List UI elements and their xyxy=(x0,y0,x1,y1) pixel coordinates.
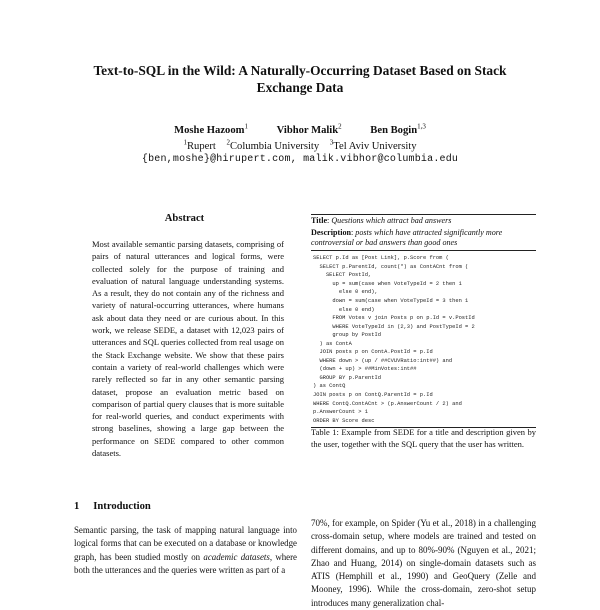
sql-line: ) as ContA xyxy=(313,340,352,347)
sql-line: SELECT p.Id as [Post Link], p.Score from ( xyxy=(313,255,449,262)
abstract-text: Most available semantic parsing datasets, comprising of pairs of natural utterances and logical forms, were collected solely for the purpose of training and evaluation of natural language understanding systems. As a result, they do not contain any of the richness and variety of natural-occurring utterances, where humans ask about data they need or are curious about. In this work, we release SEDE, a dataset with 12,023 pairs of utterances and SQL queries collected from real usage on the Stack Exchange website. We show that these pairs contain a variety of real-world challenges which were rarely reflected so far in any other semantic parsing dataset, propose an evaluation metric based on comparison of partial query clauses that is more suitable for real-world queries, and conduct experiments with strong baselines, showing a large gap between the performance on SEDE compared to other common datasets. xyxy=(92,239,284,459)
section-number: 1 xyxy=(74,501,80,512)
table-1 xyxy=(311,214,536,428)
sql-line: WHERE VoteTypeId in (2,3) and PostTypeId = 2 xyxy=(313,323,475,330)
author: Moshe Hazoom$^1$ xyxy=(174,122,248,136)
sql-line: JOIN posts p on ContA.PostId = p.Id xyxy=(313,349,433,356)
affiliations xyxy=(40,137,560,154)
sql-line: WHERE down > (up / ##CVUVRatio:int##) and xyxy=(313,357,453,364)
affiliation: $^2$Columbia University xyxy=(226,138,320,153)
sql-line: ) as ContQ xyxy=(313,383,346,390)
abstract-column xyxy=(62,212,297,459)
sql-line: JOIN posts p on ContQ.ParentId = p.Id xyxy=(313,392,433,399)
sql-line: down = sum(case when VoteTypeId = 3 then 1 xyxy=(313,298,469,305)
paper-title-line-1: Text-to-SQL in the Wild: A Naturally-Occurring Dataset Based on Stack xyxy=(93,63,507,78)
affiliation: $^1$Rupert xyxy=(183,138,216,153)
sql-line: SELECT p.ParentId, count(*) as ContACnt from ( xyxy=(313,263,469,270)
table-caption: Table 1: Example from SEDE for a title and description given by the user, together with the SQL query that the user has written. xyxy=(311,427,536,450)
introduction-text: Semantic parsing, the task of mapping natural language into logical forms that can be executed on a database or knowledge graph, has been studied mostly on academic datasets, where both the utterances and the queries were written as part of a xyxy=(74,525,297,575)
paper-title xyxy=(40,62,560,96)
table-description-row: Description: posts which have attracted significantly more controversial or bad answers than good ones xyxy=(311,228,503,248)
author-emails: {ben,moshe}@hirupert.com, malik.vibhor@columbia.edu xyxy=(141,154,459,166)
sql-line: p.AnswerCount > 1 xyxy=(313,409,368,416)
sql-line: FROM Votes v join Posts p on p.Id = v.PostId xyxy=(313,315,475,322)
author-block xyxy=(40,120,560,166)
author-names xyxy=(40,120,560,137)
sql-line: GROUP BY p.ParentId xyxy=(313,374,381,381)
sql-line: up = sum(case when VoteTypeId = 2 then 1 xyxy=(313,280,462,287)
abstract-heading: Abstract xyxy=(164,213,205,224)
sql-line: else 0 end) xyxy=(313,306,375,313)
author: Vibhor Malik$^2$ xyxy=(276,122,342,136)
section-heading-introduction xyxy=(74,501,151,512)
table-title-row: Title: Questions which attract bad answers xyxy=(311,216,452,225)
sql-line: (down + up) > ##MinVotes:int## xyxy=(313,366,417,373)
emphasis: academic datasets xyxy=(203,551,270,562)
sql-line: WHERE ContQ.ContACnt > (p.AnswerCount / 2) and xyxy=(313,400,462,407)
sql-line: else 0 end), xyxy=(313,289,378,296)
sql-query-block xyxy=(311,251,536,427)
author: Ben Bogin$^{1,3}$ xyxy=(370,122,426,136)
sql-line: group by PostId xyxy=(313,332,381,339)
sql-line: ORDER BY Score desc xyxy=(313,417,375,424)
body-text-right: 70%, for example, on Spider (Yu et al., 2018) in a challenging cross-domain setup, where models are trained and tested on different domains, and up to 80%-90% (Nguyen et al., 2021; Zhao and Huang, 2014) on single-domain datasets such as ATIS (Hemphill et al., 1990) and GeoQuery (Zelle and Mooney, 1996). While the cross-domain, zero-shot setup introduces many generalization chal- xyxy=(311,518,536,608)
paper-title-line-2: Exchange Data xyxy=(256,80,344,95)
sql-line: SELECT PostId, xyxy=(313,272,372,279)
affiliation: $^3$Tel Aviv University xyxy=(329,138,417,153)
section-title: Introduction xyxy=(93,501,151,512)
